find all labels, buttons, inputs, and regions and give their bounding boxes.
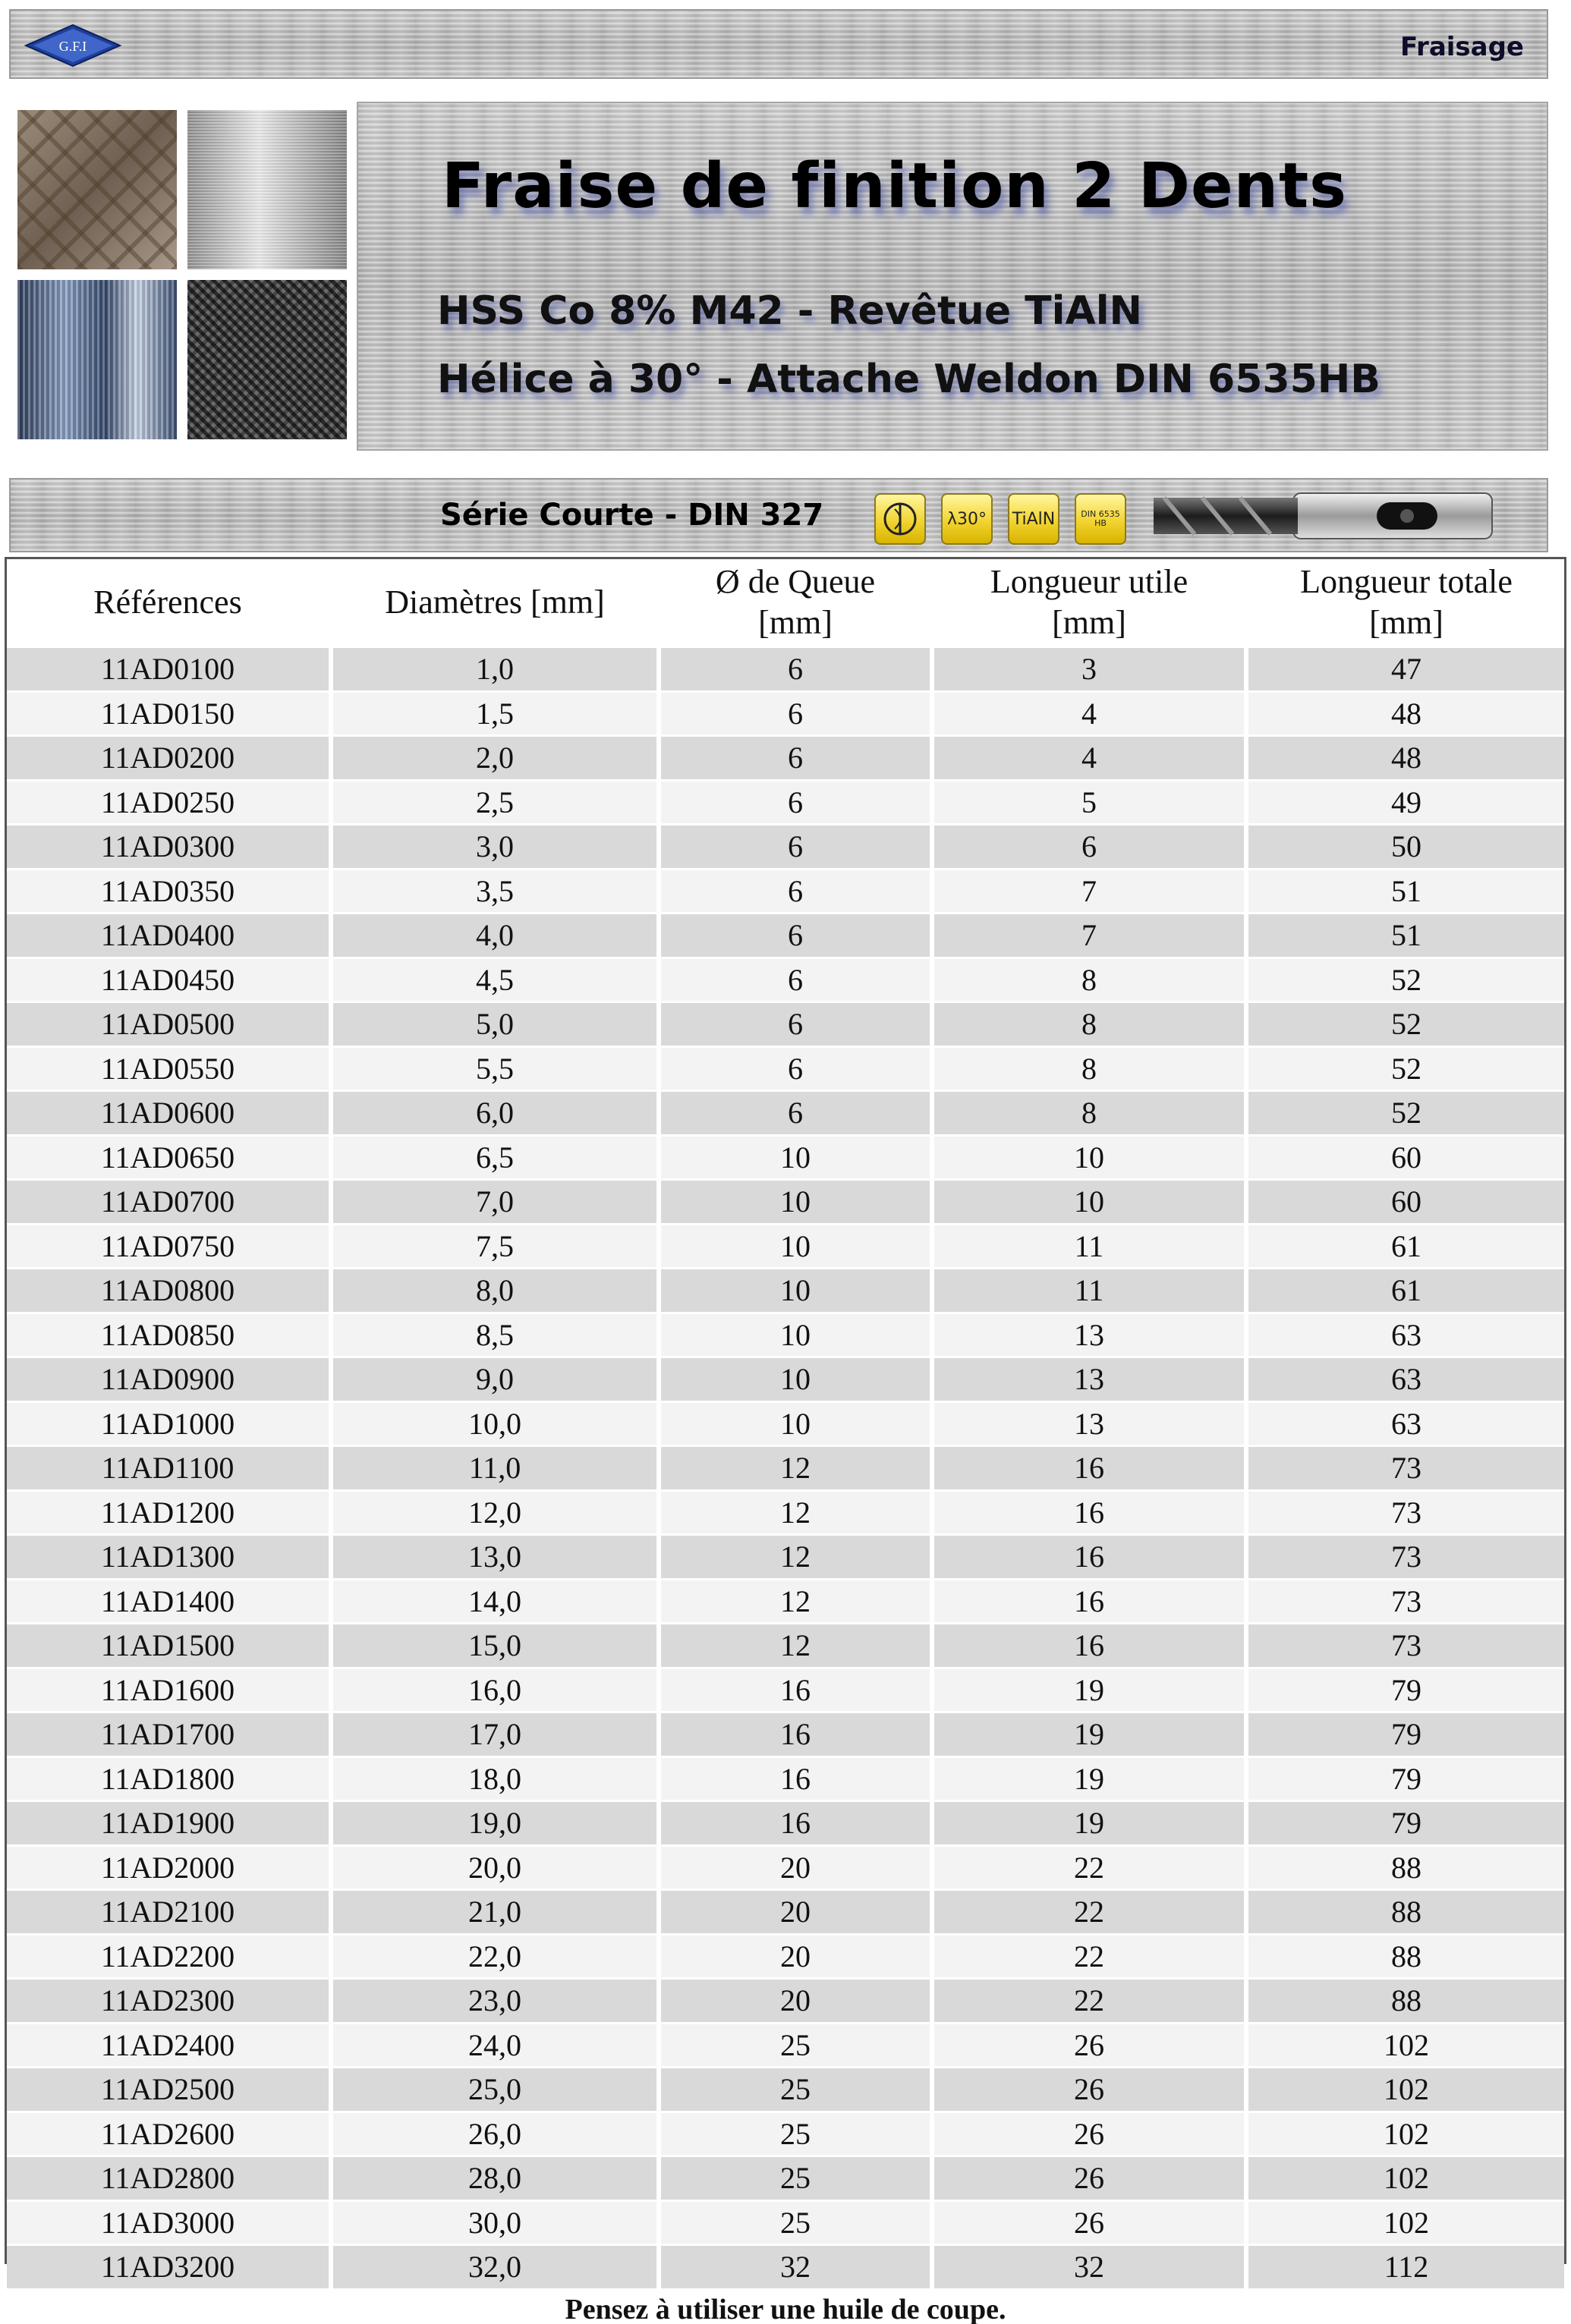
- gfi-logo: [23, 23, 123, 68]
- cell-shank-diameter: 12: [661, 1580, 934, 1623]
- table-row: [7, 2066, 1564, 2111]
- cell-shank-diameter: 6: [661, 870, 934, 913]
- cell-shank-diameter: 6: [661, 914, 934, 957]
- table-row: [7, 1711, 1564, 1756]
- cell-shank-diameter: 10: [661, 1225, 934, 1268]
- cell-shank-diameter: 6: [661, 826, 934, 868]
- table-row: [7, 2200, 1564, 2244]
- weldon-shank-icon: [1075, 493, 1126, 545]
- cell-reference: 11AD0450: [7, 959, 333, 1002]
- cell-total-length: 52: [1391, 1051, 1421, 1086]
- cell-total-length: 112: [1384, 2250, 1429, 2285]
- header-cell-total-length: Longueur totale [mm]: [1300, 563, 1513, 641]
- cell-shank-diameter: 20: [661, 1936, 934, 1978]
- cell-total-length: 52: [1391, 1007, 1421, 1042]
- cell-useful-length: 32: [934, 2246, 1248, 2288]
- cell-useful-length: 22: [934, 1847, 1248, 1889]
- cell-reference: 11AD2100: [7, 1891, 333, 1933]
- cell-reference: 11AD2200: [7, 1936, 333, 1978]
- cell-total-length: 79: [1391, 1806, 1421, 1841]
- cell-total-length: 63: [1391, 1406, 1421, 1441]
- end-mill-icon: [874, 493, 926, 545]
- cell-useful-length: 11: [934, 1225, 1248, 1268]
- cell-reference: 11AD1200: [7, 1492, 333, 1534]
- cell-diameter: 14,0: [333, 1580, 661, 1623]
- cell-diameter: 28,0: [333, 2157, 661, 2200]
- cell-total-length: 63: [1391, 1362, 1421, 1397]
- cell-total-length: 73: [1391, 1583, 1421, 1618]
- cell-shank-diameter: 12: [661, 1492, 934, 1534]
- cell-diameter: 8,5: [333, 1314, 661, 1357]
- coating-text: TiAlN: [1012, 509, 1056, 529]
- cell-useful-length: 13: [934, 1314, 1248, 1357]
- table-row: [7, 1134, 1564, 1179]
- cell-useful-length: 10: [934, 1181, 1248, 1223]
- table-row: [7, 1933, 1564, 1978]
- cell-shank-diameter: 6: [661, 693, 934, 735]
- product-subtitle-helix: Hélice à 30° - Attache Weldon DIN 6535HB: [437, 357, 1381, 402]
- table-row: [7, 1533, 1564, 1578]
- cell-shank-diameter: 16: [661, 1713, 934, 1756]
- table-row: [7, 2022, 1564, 2067]
- cell-diameter: 2,0: [333, 737, 661, 779]
- table-row: [7, 2155, 1564, 2200]
- cell-total-length: 60: [1391, 1184, 1421, 1219]
- logo-text: G.F.I: [58, 39, 87, 54]
- cell-useful-length: 22: [934, 1891, 1248, 1933]
- cell-shank-diameter: 12: [661, 1624, 934, 1667]
- cell-reference: 11AD2400: [7, 2024, 333, 2067]
- cell-shank-diameter: 10: [661, 1181, 934, 1223]
- cell-diameter: 1,5: [333, 693, 661, 735]
- cell-useful-length: 6: [934, 826, 1248, 868]
- cell-reference: 11AD0150: [7, 693, 333, 735]
- cell-useful-length: 13: [934, 1403, 1248, 1445]
- product-title: Fraise de finition 2 Dents: [442, 150, 1347, 222]
- hero-banner: [9, 102, 1548, 451]
- coating-icon: [1008, 493, 1059, 545]
- cell-useful-length: 26: [934, 2113, 1248, 2156]
- footer-note: Pensez à utiliser une huile de coupe.: [565, 2294, 1006, 2324]
- cell-reference: 11AD0400: [7, 914, 333, 957]
- cell-diameter: 12,0: [333, 1492, 661, 1534]
- cell-shank-diameter: 6: [661, 1048, 934, 1090]
- table-row: [7, 1090, 1564, 1134]
- cell-reference: 11AD0100: [7, 648, 333, 690]
- top-bar: [9, 9, 1548, 79]
- cell-diameter: 7,5: [333, 1225, 661, 1268]
- cell-diameter: 8,0: [333, 1269, 661, 1312]
- cell-reference: 11AD0300: [7, 826, 333, 868]
- cell-shank-diameter: 12: [661, 1536, 934, 1578]
- cell-shank-diameter: 25: [661, 2068, 934, 2111]
- cell-total-length: 88: [1391, 1939, 1421, 1973]
- header-cell-useful-length: Longueur utile [mm]: [934, 559, 1248, 646]
- cell-diameter: 22,0: [333, 1936, 661, 1978]
- table-row: [7, 1445, 1564, 1489]
- cell-total-length: 102: [1384, 2116, 1429, 2151]
- cell-diameter: 3,0: [333, 826, 661, 868]
- cell-reference: 11AD0250: [7, 781, 333, 824]
- cell-useful-length: 8: [934, 1092, 1248, 1134]
- cell-total-length: 52: [1391, 962, 1421, 997]
- cell-shank-diameter: 16: [661, 1758, 934, 1800]
- material-texture-image: [185, 108, 349, 272]
- cell-reference: 11AD0900: [7, 1358, 333, 1401]
- cell-reference: 11AD1300: [7, 1536, 333, 1578]
- cell-total-length: 60: [1391, 1140, 1421, 1175]
- cell-shank-diameter: 10: [661, 1358, 934, 1401]
- cell-useful-length: 7: [934, 914, 1248, 957]
- cell-total-length: 73: [1391, 1495, 1421, 1530]
- cell-useful-length: 19: [934, 1713, 1248, 1756]
- cell-total-length: 102: [1384, 2161, 1429, 2196]
- table-row: [7, 2244, 1564, 2288]
- table-row: [7, 957, 1564, 1002]
- cell-useful-length: 16: [934, 1492, 1248, 1534]
- cell-diameter: 24,0: [333, 2024, 661, 2067]
- table-row: [7, 1578, 1564, 1623]
- cell-shank-diameter: 10: [661, 1269, 934, 1312]
- table-row: [7, 2111, 1564, 2156]
- cell-useful-length: 22: [934, 1980, 1248, 2022]
- table-row: [7, 1667, 1564, 1712]
- cell-total-length: 61: [1391, 1273, 1421, 1308]
- table-row: [7, 1977, 1564, 2022]
- cell-total-length: 48: [1391, 741, 1421, 775]
- cell-diameter: 15,0: [333, 1624, 661, 1667]
- cell-diameter: 9,0: [333, 1358, 661, 1401]
- cell-diameter: 21,0: [333, 1891, 661, 1933]
- cell-reference: 11AD0350: [7, 870, 333, 913]
- table-row: [7, 1267, 1564, 1312]
- cell-diameter: 5,0: [333, 1003, 661, 1046]
- cell-useful-length: 4: [934, 737, 1248, 779]
- cell-diameter: 17,0: [333, 1713, 661, 1756]
- cell-useful-length: 26: [934, 2068, 1248, 2111]
- cell-total-length: 88: [1391, 1895, 1421, 1929]
- product-subtitle-material: HSS Co 8% M42 - Revêtue TiAlN: [437, 288, 1143, 334]
- cell-diameter: 30,0: [333, 2202, 661, 2244]
- cell-useful-length: 16: [934, 1536, 1248, 1578]
- cell-total-length: 73: [1391, 1628, 1421, 1663]
- product-table: [5, 557, 1566, 2285]
- table-row: [7, 1046, 1564, 1090]
- cell-reference: 11AD0750: [7, 1225, 333, 1268]
- cell-diameter: 1,0: [333, 648, 661, 690]
- cell-reference: 11AD0850: [7, 1314, 333, 1357]
- cell-reference: 11AD1800: [7, 1758, 333, 1800]
- cell-reference: 11AD1400: [7, 1580, 333, 1623]
- table-row: [7, 1223, 1564, 1268]
- cell-shank-diameter: 25: [661, 2157, 934, 2200]
- cell-total-length: 102: [1384, 2027, 1429, 2062]
- cell-shank-diameter: 6: [661, 1092, 934, 1134]
- cell-total-length: 102: [1384, 2072, 1429, 2107]
- table-row: [7, 646, 1564, 690]
- cell-diameter: 11,0: [333, 1447, 661, 1489]
- series-bar: [9, 478, 1548, 552]
- cell-diameter: 26,0: [333, 2113, 661, 2156]
- cell-useful-length: 22: [934, 1936, 1248, 1978]
- table-row: [7, 1312, 1564, 1357]
- cell-total-length: 63: [1391, 1317, 1421, 1352]
- cell-total-length: 73: [1391, 1539, 1421, 1574]
- cell-diameter: 10,0: [333, 1403, 661, 1445]
- cell-total-length: 79: [1391, 1761, 1421, 1796]
- table-row: [7, 1489, 1564, 1534]
- cell-diameter: 5,5: [333, 1048, 661, 1090]
- cell-diameter: 18,0: [333, 1758, 661, 1800]
- table-row: [7, 868, 1564, 913]
- cell-useful-length: 7: [934, 870, 1248, 913]
- table-row: [7, 1356, 1564, 1401]
- table-row: [7, 1800, 1564, 1844]
- cell-shank-diameter: 6: [661, 959, 934, 1002]
- table-row: [7, 1756, 1564, 1800]
- cell-shank-diameter: 6: [661, 781, 934, 824]
- cell-diameter: 2,5: [333, 781, 661, 824]
- cell-total-length: 51: [1391, 918, 1421, 953]
- table-row: [7, 1178, 1564, 1223]
- cell-reference: 11AD1100: [7, 1447, 333, 1489]
- table-row: [7, 1888, 1564, 1933]
- cell-reference: 11AD1900: [7, 1802, 333, 1844]
- cell-diameter: 13,0: [333, 1536, 661, 1578]
- cell-diameter: 19,0: [333, 1802, 661, 1844]
- table-row: [7, 1622, 1564, 1667]
- cell-total-length: 48: [1391, 696, 1421, 731]
- cell-total-length: 73: [1391, 1451, 1421, 1486]
- cell-useful-length: 8: [934, 959, 1248, 1002]
- cell-useful-length: 19: [934, 1802, 1248, 1844]
- cell-total-length: 79: [1391, 1717, 1421, 1752]
- cell-useful-length: 3: [934, 648, 1248, 690]
- cell-shank-diameter: 12: [661, 1447, 934, 1489]
- cell-total-length: 79: [1391, 1672, 1421, 1707]
- cell-total-length: 88: [1391, 1983, 1421, 2018]
- end-mill-tool-image: [1149, 487, 1498, 545]
- table-row: [7, 1001, 1564, 1046]
- cell-diameter: 4,0: [333, 914, 661, 957]
- cell-total-length: 61: [1391, 1228, 1421, 1263]
- helix-angle-icon: [941, 493, 993, 545]
- cell-reference: 11AD1500: [7, 1624, 333, 1667]
- table-row: [7, 912, 1564, 957]
- cell-useful-length: 26: [934, 2024, 1248, 2067]
- cell-reference: 11AD2000: [7, 1847, 333, 1889]
- cell-diameter: 7,0: [333, 1181, 661, 1223]
- cell-diameter: 23,0: [333, 1980, 661, 2022]
- cell-total-length: 102: [1384, 2205, 1429, 2240]
- cell-useful-length: 13: [934, 1358, 1248, 1401]
- cell-useful-length: 26: [934, 2202, 1248, 2244]
- cell-useful-length: 8: [934, 1048, 1248, 1090]
- cell-shank-diameter: 25: [661, 2113, 934, 2156]
- cell-shank-diameter: 20: [661, 1891, 934, 1933]
- cell-reference: 11AD0550: [7, 1048, 333, 1090]
- cell-useful-length: 16: [934, 1580, 1248, 1623]
- cell-total-length: 50: [1391, 829, 1421, 864]
- cell-total-length: 49: [1391, 785, 1421, 819]
- cell-useful-length: 5: [934, 781, 1248, 824]
- cell-reference: 11AD0500: [7, 1003, 333, 1046]
- cell-shank-diameter: 20: [661, 1980, 934, 2022]
- cell-shank-diameter: 6: [661, 737, 934, 779]
- cell-shank-diameter: 20: [661, 1847, 934, 1889]
- cell-useful-length: 26: [934, 2157, 1248, 2200]
- cell-reference: 11AD2600: [7, 2113, 333, 2156]
- cell-diameter: 32,0: [333, 2246, 661, 2288]
- cell-reference: 11AD1600: [7, 1669, 333, 1712]
- cell-reference: 11AD0600: [7, 1092, 333, 1134]
- header-cell-references: Références: [7, 559, 333, 646]
- cell-total-length: 52: [1391, 1096, 1421, 1131]
- material-texture-image: [15, 108, 179, 272]
- cell-reference: 11AD0650: [7, 1137, 333, 1179]
- material-texture-image: [185, 278, 349, 442]
- cell-useful-length: 19: [934, 1758, 1248, 1800]
- cell-useful-length: 4: [934, 693, 1248, 735]
- cell-useful-length: 8: [934, 1003, 1248, 1046]
- cell-diameter: 25,0: [333, 2068, 661, 2111]
- cell-total-length: 47: [1391, 652, 1421, 687]
- cell-shank-diameter: 10: [661, 1314, 934, 1357]
- series-label: Série Courte - DIN 327: [440, 498, 824, 533]
- cell-shank-diameter: 25: [661, 2024, 934, 2067]
- cell-total-length: 51: [1391, 873, 1421, 908]
- cell-shank-diameter: 6: [661, 648, 934, 690]
- cell-useful-length: 16: [934, 1447, 1248, 1489]
- cell-useful-length: 10: [934, 1137, 1248, 1179]
- cell-reference: 11AD2800: [7, 2157, 333, 2200]
- cell-reference: 11AD3000: [7, 2202, 333, 2244]
- section-label: Fraisage: [1400, 32, 1524, 62]
- cell-shank-diameter: 10: [661, 1403, 934, 1445]
- cell-shank-diameter: 25: [661, 2202, 934, 2244]
- weldon-text: DIN 6535 HB: [1081, 509, 1120, 528]
- cell-diameter: 6,5: [333, 1137, 661, 1179]
- table-row: [7, 823, 1564, 868]
- hero-title-panel: [357, 102, 1548, 451]
- cell-useful-length: 11: [934, 1269, 1248, 1312]
- cell-useful-length: 19: [934, 1669, 1248, 1712]
- table-row: [7, 734, 1564, 779]
- table-row: [7, 1844, 1564, 1889]
- cell-shank-diameter: 32: [661, 2246, 934, 2288]
- header-cell-diameter: Diamètres [mm]: [333, 559, 661, 646]
- material-texture-image: [15, 278, 179, 442]
- cell-reference: 11AD0700: [7, 1181, 333, 1223]
- table-header: [7, 559, 1564, 646]
- cell-reference: 11AD1000: [7, 1403, 333, 1445]
- table-row: [7, 690, 1564, 735]
- cell-reference: 11AD0800: [7, 1269, 333, 1312]
- cell-shank-diameter: 10: [661, 1137, 934, 1179]
- cell-diameter: 3,5: [333, 870, 661, 913]
- helix-angle-text: λ30°: [946, 509, 987, 529]
- cell-shank-diameter: 16: [661, 1802, 934, 1844]
- cell-diameter: 4,5: [333, 959, 661, 1002]
- cell-reference: 11AD3200: [7, 2246, 333, 2288]
- header-cell-shank-diameter: Ø de Queue [mm]: [661, 559, 934, 646]
- cell-total-length: 88: [1391, 1850, 1421, 1885]
- cell-reference: 11AD0200: [7, 737, 333, 779]
- cell-reference: 11AD2500: [7, 2068, 333, 2111]
- cell-useful-length: 16: [934, 1624, 1248, 1667]
- cell-diameter: 16,0: [333, 1669, 661, 1712]
- table-row: [7, 1401, 1564, 1445]
- cell-reference: 11AD1700: [7, 1713, 333, 1756]
- cell-shank-diameter: 6: [661, 1003, 934, 1046]
- cell-shank-diameter: 16: [661, 1669, 934, 1712]
- table-row: [7, 779, 1564, 824]
- table-body: [7, 646, 1564, 2288]
- cell-diameter: 20,0: [333, 1847, 661, 1889]
- cell-reference: 11AD2300: [7, 1980, 333, 2022]
- cell-diameter: 6,0: [333, 1092, 661, 1134]
